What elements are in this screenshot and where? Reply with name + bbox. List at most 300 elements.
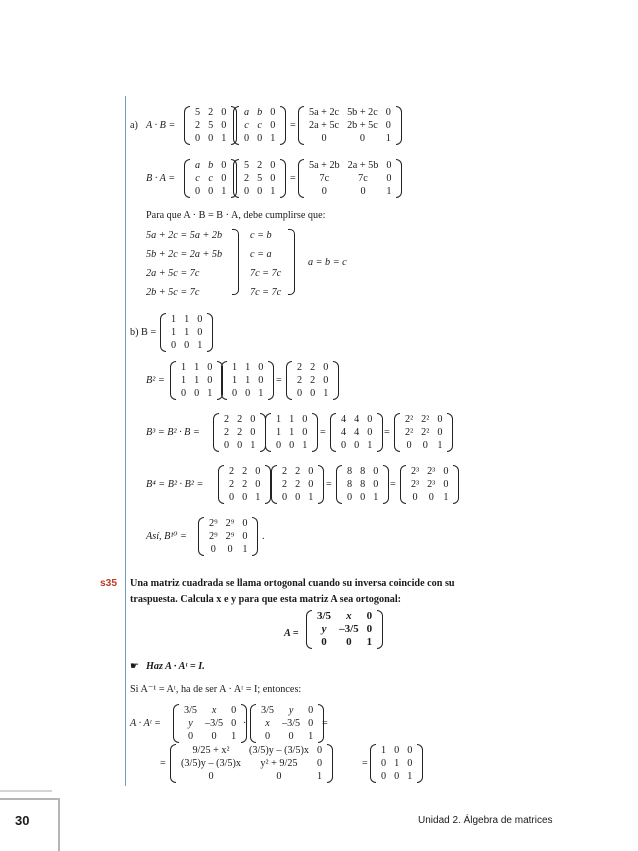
- matrix-ab-result: [298, 106, 402, 145]
- matrix-cell: 0: [321, 636, 327, 648]
- matrix-cell: 0: [245, 388, 251, 399]
- left-paren: [170, 361, 176, 400]
- corner-decoration: [0, 790, 52, 792]
- matrix-cell: 1: [270, 186, 276, 197]
- matrix-cell: 0: [221, 107, 227, 118]
- left-paren: [330, 413, 336, 452]
- matrix-cell: 0: [302, 414, 308, 425]
- matrix-cell: 1: [194, 375, 200, 386]
- eq-sign: =: [384, 427, 390, 438]
- matrix-cell: 1: [316, 771, 323, 782]
- matrix-cell: 0: [227, 544, 233, 555]
- matrix-cell: 7c: [358, 173, 368, 184]
- equation: 2b + 5c = 7c: [146, 287, 200, 298]
- left-paren: [170, 744, 176, 783]
- matrix-b: [160, 313, 213, 352]
- matrix-b: [265, 413, 318, 452]
- matrix-cell: 0: [231, 718, 237, 729]
- matrix-cell: 0: [276, 440, 282, 451]
- exercise-statement-line2: traspuesta. Calcula x e y para que esta matriz A sea ortogonal:: [130, 594, 402, 605]
- matrix-cell: 1: [221, 186, 227, 197]
- condition-text: Para que A · B = B · A, debe cumplirse que:: [146, 210, 326, 221]
- matrix-cell: 0: [171, 340, 177, 351]
- matrix-cell: 5: [195, 107, 201, 118]
- matrix-cell: 0: [366, 623, 373, 635]
- matrix-cell: 0: [250, 427, 256, 438]
- matrix-cell: 0: [367, 427, 373, 438]
- matrix-cell: a: [195, 160, 201, 171]
- matrix-cell: 0: [443, 479, 449, 490]
- matrix-cell: 0: [250, 414, 256, 425]
- left-paren: [218, 465, 224, 504]
- matrix-cell: 1: [381, 745, 387, 756]
- matrix-cell: 4: [354, 414, 360, 425]
- right-paren: [377, 413, 383, 452]
- matrix-cell: 1: [308, 731, 314, 742]
- matrix-cell: 0: [386, 173, 392, 184]
- matrix-cell: 2⁹: [209, 531, 218, 542]
- matrix-cell: 1: [302, 440, 308, 451]
- matrix-cell: 0: [367, 414, 373, 425]
- matrix-cell: 1: [385, 133, 391, 144]
- part-a-label: a): [130, 120, 138, 131]
- margin-rule: [125, 96, 126, 786]
- matrix-cell: 9/25 + x²: [192, 745, 230, 756]
- matrix-cell: 0: [255, 479, 261, 490]
- matrix-cell: 2: [310, 362, 316, 373]
- identity-matrix: [370, 744, 423, 783]
- matrix-cell: 2: [224, 414, 230, 425]
- matrix-cell: 4: [341, 427, 347, 438]
- dot-operator: ·: [243, 718, 247, 729]
- matrix-cell: 0: [244, 186, 250, 197]
- right-paren: [396, 106, 402, 145]
- right-paren: [318, 465, 324, 504]
- matrix-cell: 0: [297, 388, 303, 399]
- matrix-cell: 3/5: [317, 610, 332, 622]
- simplified-eq: c = b: [250, 230, 272, 241]
- matrix-cell: 0: [428, 492, 434, 503]
- matrix-cell: 0: [194, 388, 200, 399]
- left-paren: [213, 413, 219, 452]
- matrix-cell: 0: [270, 120, 276, 131]
- matrix-cell: 0: [276, 771, 282, 782]
- matrix-cell: 0: [381, 758, 387, 769]
- matrix-cell: 0: [207, 375, 213, 386]
- b10-lhs: Así, B¹⁰ =: [146, 531, 187, 542]
- eq-sign: =: [290, 173, 296, 184]
- eq-sign: =: [160, 758, 166, 769]
- matrix-cell: 1: [197, 340, 203, 351]
- matrix-cell: 2³: [427, 466, 436, 477]
- matrix-cell: 2²: [421, 414, 430, 425]
- matrix-a-transpose: [250, 704, 324, 743]
- left-paren: [286, 361, 292, 400]
- matrix-cell: 2: [244, 173, 250, 184]
- matrix-cell: 0: [321, 133, 327, 144]
- matrix-cell: 0: [197, 314, 203, 325]
- solution-line: Si A⁻¹ = Aᵗ, ha de ser A · Aᵗ = I; entonces:: [130, 684, 302, 695]
- matrix-a-lhs: A =: [284, 628, 299, 639]
- matrix-cell: 4: [341, 414, 347, 425]
- matrix-cell: 1: [171, 327, 177, 338]
- matrix-cell: (3/5)y – (3/5)x: [248, 745, 309, 756]
- matrix-cell: 0: [244, 133, 250, 144]
- matrix-cell: 2: [237, 427, 243, 438]
- matrix-cell: 1: [245, 375, 251, 386]
- equation: 5b + 2c = 2a + 5b: [146, 249, 223, 260]
- matrix-b2: [213, 413, 266, 452]
- right-paren: [280, 106, 286, 145]
- matrix-cell: 1: [245, 362, 251, 373]
- matrix-cell: 0: [310, 388, 316, 399]
- matrix-a-plain: [173, 704, 247, 743]
- matrix-cell: 0: [407, 745, 413, 756]
- matrix-cell: 1: [443, 492, 449, 503]
- matrix-cell: 5: [244, 160, 250, 171]
- matrix-cell: 8: [360, 479, 366, 490]
- right-paren: [383, 465, 389, 504]
- matrix-cell: a: [244, 107, 250, 118]
- matrix-cell: 0: [406, 440, 412, 451]
- matrix-cell: 1: [289, 427, 295, 438]
- matrix-cell: 2: [282, 479, 288, 490]
- matrix-cell: 0: [373, 479, 379, 490]
- matrix-cell: 0: [195, 133, 201, 144]
- matrix-cell: 0: [208, 133, 214, 144]
- pointing-hand-icon: ☛: [130, 661, 140, 672]
- matrix-cell: 8: [347, 479, 353, 490]
- matrix-cell: 2b + 5c: [347, 120, 378, 131]
- matrix-cell: 2: [295, 466, 301, 477]
- exercise-number: s35: [100, 578, 117, 589]
- matrix-cell: 3/5: [184, 705, 198, 716]
- hint: Haz A · Aᵗ = I.: [146, 661, 205, 672]
- left-paren: [306, 610, 312, 649]
- matrix-cell: 1: [386, 186, 392, 197]
- simplified-eq: 7c = 7c: [250, 287, 282, 298]
- product-lhs: A · Aᵗ =: [130, 718, 161, 729]
- left-paren: [233, 106, 239, 145]
- matrix-cell: x: [211, 705, 217, 716]
- matrix-cell: 2: [242, 466, 248, 477]
- matrix-cell: 0: [221, 160, 227, 171]
- matrix-cell: 2: [229, 466, 235, 477]
- left-paren: [173, 704, 179, 743]
- matrix-cell: c: [244, 120, 249, 131]
- matrix-cell: 8: [360, 466, 366, 477]
- matrix-cell: 0: [437, 427, 443, 438]
- matrix-cell: 0: [321, 186, 327, 197]
- part-b-label: b) B =: [130, 327, 157, 338]
- left-paren: [221, 361, 227, 400]
- matrix-cell: 0: [258, 362, 264, 373]
- matrix-cell: 0: [289, 440, 295, 451]
- matrix-product-result: [170, 744, 333, 783]
- matrix-a-bold: [306, 610, 383, 649]
- matrix-cell: 2a + 5b: [347, 160, 379, 171]
- matrix-cell: 2²: [405, 414, 414, 425]
- part-a-lhs-ba: B · A =: [146, 173, 176, 184]
- matrix-cell: 5b + 2c: [347, 107, 378, 118]
- matrix-cell: 0: [302, 427, 308, 438]
- b2-lhs: B² =: [146, 375, 165, 386]
- matrix-cell: 1: [407, 771, 413, 782]
- matrix-cell: 0: [211, 731, 217, 742]
- matrix-cell: 0: [385, 120, 391, 131]
- matrix-b-2: [184, 159, 237, 198]
- eq-sign: =: [276, 375, 282, 386]
- matrix-cell: 0: [308, 479, 314, 490]
- matrix-cell: 0: [195, 186, 201, 197]
- part-a-lhs-ab: A · B =: [146, 120, 176, 131]
- eq-sign: =: [322, 718, 328, 729]
- left-paren: [271, 465, 277, 504]
- matrix-cell: 0: [264, 731, 271, 742]
- matrix-cell: 0: [288, 731, 294, 742]
- b4-lhs: B⁴ = B² · B² =: [146, 479, 204, 490]
- matrix-cell: 0: [197, 327, 203, 338]
- matrix-cell: 1: [258, 388, 264, 399]
- matrix-cell: 2: [195, 120, 201, 131]
- matrix-cell: 2²: [405, 427, 414, 438]
- matrix-cell: 0: [270, 107, 276, 118]
- right-paren: [453, 465, 459, 504]
- eq-sign: =: [362, 758, 368, 769]
- matrix-cell: 5a + 2b: [309, 160, 340, 171]
- equation: 2a + 5c = 7c: [146, 268, 200, 279]
- equation: 5a + 2c = 5a + 2b: [146, 230, 223, 241]
- matrix-cell: 0: [187, 731, 194, 742]
- left-paren: [298, 106, 304, 145]
- matrix-cell: 0: [221, 120, 227, 131]
- matrix-ba-result: [298, 159, 402, 198]
- matrix-cell: 3/5: [261, 705, 275, 716]
- matrix-cell: 0: [237, 440, 243, 451]
- right-paren: [447, 413, 453, 452]
- right-paren: [377, 610, 383, 649]
- matrix-cell: 2⁹: [225, 531, 235, 542]
- matrix-cell: 1: [184, 327, 190, 338]
- right-paren: [252, 517, 258, 556]
- matrix-cell: 0: [184, 340, 190, 351]
- matrix-cell: 0: [181, 388, 187, 399]
- matrix-cell: 0: [232, 388, 238, 399]
- matrix-cell: y: [321, 623, 327, 635]
- matrix-b-1: [233, 106, 286, 145]
- matrix-b4: [336, 465, 389, 504]
- matrix-cell: 2: [242, 479, 248, 490]
- right-paren: [280, 159, 286, 198]
- period: .: [262, 531, 265, 542]
- matrix-cell: 0: [341, 440, 347, 451]
- matrix-cell: 0: [394, 745, 400, 756]
- conclusion: a = b = c: [308, 257, 347, 268]
- matrix-cell: b: [257, 107, 263, 118]
- matrix-a-2: [233, 159, 286, 198]
- matrix-cell: 1: [276, 427, 282, 438]
- exercise-statement-line1: Una matriz cuadrada se llama ortogonal cuando su inversa coincide con su: [130, 578, 455, 589]
- matrix-cell: 2⁹: [209, 518, 218, 529]
- matrix-cell: 0: [308, 705, 314, 716]
- matrix-cell: y: [288, 705, 294, 716]
- matrix-cell: 2a + 5c: [309, 120, 340, 131]
- matrix-cell: 0: [207, 362, 213, 373]
- matrix-cell: 0: [231, 705, 237, 716]
- matrix-cell: 1: [255, 492, 261, 503]
- right-paren: [417, 744, 423, 783]
- matrix-cell: 2: [297, 362, 303, 373]
- matrix-cell: 2: [295, 479, 301, 490]
- matrix-b3: [330, 413, 383, 452]
- matrix-a-1: [184, 106, 237, 145]
- matrix-cell: x: [265, 718, 270, 729]
- simplified-eq: c = a: [250, 249, 272, 260]
- matrix-cell: –3/5: [339, 623, 359, 635]
- right-paren: [207, 313, 213, 352]
- matrix-cell: 0: [346, 636, 352, 648]
- matrix-cell: 1: [367, 440, 373, 451]
- left-paren: [370, 744, 376, 783]
- matrix-cell: 5: [257, 173, 263, 184]
- matrix-cell: 1: [276, 414, 282, 425]
- matrix-cell: 1: [373, 492, 379, 503]
- eq-sign: =: [390, 479, 396, 490]
- matrix-cell: 0: [443, 466, 449, 477]
- matrix-cell: 0: [295, 492, 301, 503]
- matrix-cell: 2: [282, 466, 288, 477]
- left-paren: [160, 313, 166, 352]
- matrix-cell: 0: [221, 173, 227, 184]
- matrix-cell: 0: [347, 492, 353, 503]
- matrix-cell: 0: [394, 771, 400, 782]
- matrix-cell: 2: [229, 479, 235, 490]
- matrix-cell: 0: [412, 492, 418, 503]
- matrix-b2: [218, 465, 271, 504]
- matrix-cell: 0: [242, 518, 248, 529]
- matrix-cell: 1: [437, 440, 443, 451]
- matrix-cell: 2: [257, 160, 263, 171]
- matrix-cell: 2⁹: [225, 518, 235, 529]
- matrix-cell: 4: [354, 427, 360, 438]
- matrix-cell: 8: [347, 466, 353, 477]
- matrix-cell: 1: [308, 492, 314, 503]
- matrix-cell: 2: [310, 375, 316, 386]
- matrix-cell: 0: [407, 758, 413, 769]
- matrix-cell: 2³: [411, 466, 420, 477]
- matrix-b2: [271, 465, 324, 504]
- matrix-cell: 2: [224, 427, 230, 438]
- matrix-cell: 0: [270, 160, 276, 171]
- matrix-cell: 1: [242, 544, 248, 555]
- matrix-cell: 1: [232, 375, 238, 386]
- matrix-cell: 2³: [411, 479, 420, 490]
- chapter-title: Unidad 2. Álgebra de matrices: [418, 815, 553, 826]
- matrix-cell: 1: [171, 314, 177, 325]
- matrix-cell: 2²: [421, 427, 430, 438]
- matrix-cell: 1: [231, 731, 237, 742]
- matrix-cell: 0: [316, 745, 323, 756]
- matrix-b: [221, 361, 274, 400]
- matrix-cell: 0: [437, 414, 443, 425]
- matrix-cell: 5a + 2c: [309, 107, 340, 118]
- matrix-cell: x: [346, 610, 352, 622]
- matrix-cell: c: [195, 173, 200, 184]
- matrix-cell: 1: [181, 375, 187, 386]
- matrix-cell: 0: [242, 531, 248, 542]
- eq-sign: =: [320, 427, 326, 438]
- matrix-cell: y: [188, 718, 193, 729]
- matrix-cell: b: [208, 160, 214, 171]
- left-paren: [336, 465, 342, 504]
- right-paren: [333, 361, 339, 400]
- matrix-cell: c: [257, 120, 262, 131]
- matrix-cell: 0: [360, 492, 366, 503]
- left-paren: [184, 106, 190, 145]
- matrix-cell: 1: [366, 636, 373, 648]
- matrix-b3-pow: [394, 413, 453, 452]
- simplified-eq: 7c = 7c: [250, 268, 282, 279]
- brace-right: [232, 229, 239, 295]
- matrix-cell: 1: [323, 388, 329, 399]
- eq-sign: =: [290, 120, 296, 131]
- matrix-cell: –3/5: [205, 718, 224, 729]
- matrix-cell: 0: [422, 440, 428, 451]
- matrix-cell: 0: [229, 492, 235, 503]
- matrix-cell: 1: [221, 133, 227, 144]
- matrix-cell: (3/5)y – (3/5)x: [181, 758, 241, 769]
- matrix-cell: 1: [207, 388, 213, 399]
- matrix-b10: [198, 517, 258, 556]
- matrix-cell: 0: [360, 186, 366, 197]
- corner-decoration: [0, 798, 60, 818]
- matrix-cell: 1: [181, 362, 187, 373]
- matrix-cell: 0: [385, 107, 391, 118]
- matrix-cell: 2³: [427, 479, 436, 490]
- matrix-cell: 1: [250, 440, 256, 451]
- matrix-cell: 1: [232, 362, 238, 373]
- left-paren: [184, 159, 190, 198]
- matrix-cell: 1: [394, 758, 400, 769]
- left-paren: [198, 517, 204, 556]
- matrix-cell: 0: [373, 466, 379, 477]
- matrix-cell: 2: [237, 414, 243, 425]
- right-paren: [268, 361, 274, 400]
- matrix-cell: c: [208, 173, 213, 184]
- matrix-cell: 0: [308, 718, 314, 729]
- left-paren: [265, 413, 271, 452]
- matrix-cell: 2: [297, 375, 303, 386]
- left-paren: [250, 704, 256, 743]
- matrix-cell: –3/5: [282, 718, 301, 729]
- left-paren: [233, 159, 239, 198]
- matrix-cell: 0: [323, 362, 329, 373]
- matrix-cell: 0: [354, 440, 360, 451]
- matrix-cell: 0: [381, 771, 387, 782]
- matrix-cell: 0: [208, 186, 214, 197]
- matrix-cell: 0: [366, 610, 373, 622]
- matrix-cell: 0: [316, 758, 323, 769]
- matrix-cell: 0: [210, 544, 216, 555]
- matrix-b: [170, 361, 223, 400]
- matrix-cell: 0: [308, 466, 314, 477]
- right-paren: [396, 159, 402, 198]
- matrix-cell: 0: [359, 133, 365, 144]
- matrix-cell: 0: [386, 160, 392, 171]
- matrix-cell: 0: [242, 492, 248, 503]
- corner-decoration: [58, 798, 60, 851]
- left-paren: [400, 465, 406, 504]
